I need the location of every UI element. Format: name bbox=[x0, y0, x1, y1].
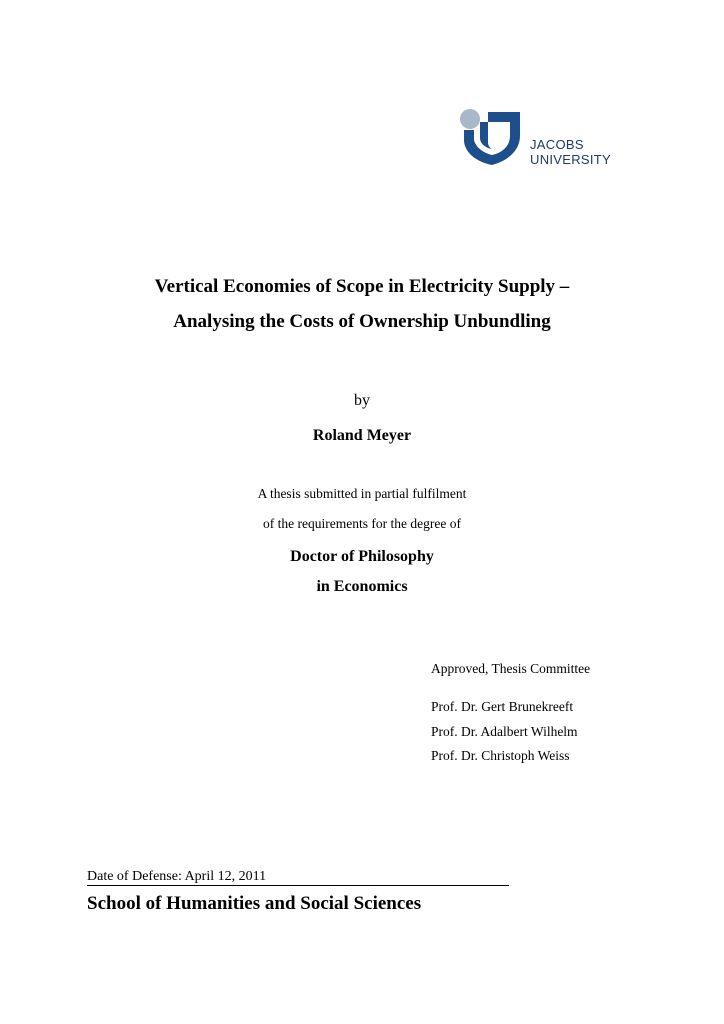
defense-date: Date of Defense: April 12, 2011 bbox=[87, 869, 509, 886]
logo-circle-shape bbox=[460, 109, 480, 129]
submission-line-1: A thesis submitted in partial fulfilment bbox=[257, 486, 467, 501]
jacobs-logo-icon bbox=[458, 106, 524, 168]
submission-line-2: of the requirements for the degree of bbox=[263, 516, 461, 531]
degree-line-1: Doctor of Philosophy bbox=[290, 548, 434, 565]
committee-member: Prof. Dr. Adalbert Wilhelm bbox=[431, 724, 578, 739]
author-name: Roland Meyer bbox=[312, 427, 412, 444]
committee-member: Prof. Dr. Christoph Weiss bbox=[431, 748, 570, 763]
logo-wordmark bbox=[530, 137, 611, 167]
degree-line-2: in Economics bbox=[316, 578, 408, 595]
jacobs-university-logo bbox=[458, 106, 628, 170]
logo-inner-shape bbox=[480, 122, 492, 149]
logo-line-1: JACOBS bbox=[530, 137, 584, 152]
by-label: by bbox=[354, 392, 370, 409]
school-name: School of Humanities and Social Sciences bbox=[87, 893, 422, 914]
logo-line-2: UNIVERSITY bbox=[530, 152, 612, 167]
thesis-title-line-2: Analysing the Costs of Ownership Unbundling bbox=[173, 311, 551, 332]
thesis-title-line-1: Vertical Economies of Scope in Electricity Supply – bbox=[154, 276, 570, 297]
committee-heading: Approved, Thesis Committee bbox=[431, 661, 591, 676]
committee-member: Prof. Dr. Gert Brunekreeft bbox=[431, 699, 574, 714]
